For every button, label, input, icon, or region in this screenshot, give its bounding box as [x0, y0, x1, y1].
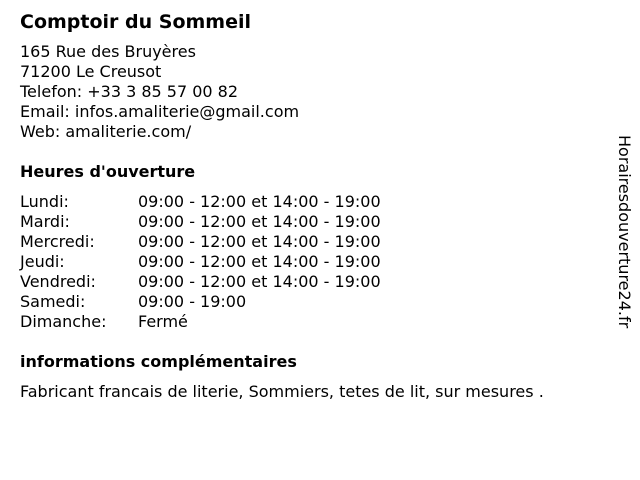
- day-label: Jeudi:: [20, 252, 65, 271]
- address-street: 165 Rue des Bruyères: [20, 42, 196, 61]
- day-times: 09:00 - 12:00 et 14:00 - 19:00: [138, 192, 381, 211]
- day-times: Fermé: [138, 312, 188, 331]
- hours-row: [20, 192, 610, 212]
- day-times: 09:00 - 12:00 et 14:00 - 19:00: [138, 272, 381, 291]
- day-label: Vendredi:: [20, 272, 96, 291]
- hours-table: [20, 192, 610, 332]
- day-times: 09:00 - 12:00 et 14:00 - 19:00: [138, 212, 381, 231]
- day-times: 09:00 - 12:00 et 14:00 - 19:00: [138, 232, 381, 251]
- info-title: informations complémentaires: [20, 352, 297, 371]
- info-text: Fabricant francais de literie, Sommiers, tetes de lit, sur mesures .: [20, 382, 544, 401]
- day-times: 09:00 - 12:00 et 14:00 - 19:00: [138, 252, 381, 271]
- hours-row: [20, 292, 610, 312]
- day-label: Mardi:: [20, 212, 70, 231]
- hours-row: [20, 232, 610, 252]
- hours-title: Heures d'ouverture: [20, 162, 196, 181]
- web-line: Web: amaliterie.com/: [20, 122, 192, 141]
- side-watermark-text: Horairesdouverture24.fr: [615, 135, 634, 329]
- business-name: Comptoir du Sommeil: [20, 11, 252, 33]
- day-label: Samedi:: [20, 292, 86, 311]
- day-label: Lundi:: [20, 192, 69, 211]
- business-card: [20, 10, 610, 402]
- phone-line: Telefon: +33 3 85 57 00 82: [20, 82, 239, 101]
- side-watermark: [613, 135, 635, 345]
- contact-block: [20, 42, 610, 142]
- day-label: Dimanche:: [20, 312, 107, 331]
- hours-row: [20, 312, 610, 332]
- hours-row: [20, 212, 610, 232]
- hours-row: [20, 272, 610, 292]
- hours-row: [20, 252, 610, 272]
- email-line: Email: infos.amaliterie@gmail.com: [20, 102, 300, 121]
- day-label: Mercredi:: [20, 232, 95, 251]
- day-times: 09:00 - 19:00: [138, 292, 247, 311]
- address-city: 71200 Le Creusot: [20, 62, 162, 81]
